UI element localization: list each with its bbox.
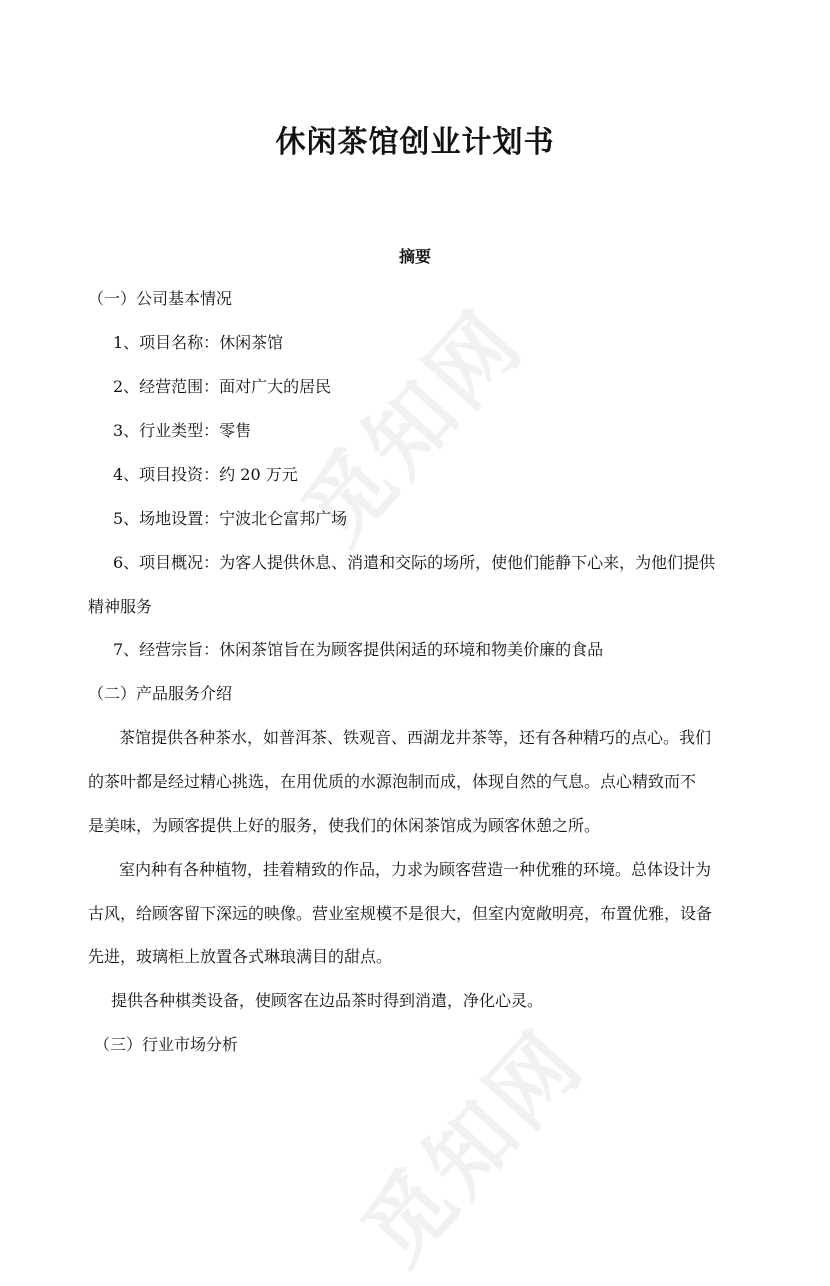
item-overview-continued: 精神服务 <box>88 597 153 616</box>
abstract-heading: 摘要 <box>398 247 431 266</box>
document-title: 休闲茶馆创业计划书 <box>275 125 555 160</box>
item-overview: 6、项目概况：为客人提供休息、消遣和交际的场所，使他们能静下心来，为他们提供 <box>113 553 716 572</box>
watermark-bottom: 觅知网 <box>344 1011 604 1284</box>
section-heading-products: （二）产品服务介绍 <box>88 684 233 703</box>
paragraph-line: 先进，玻璃柜上放置各式琳琅满目的甜点。 <box>88 947 393 966</box>
item-business-scope: 2、经营范围：面对广大的居民 <box>113 377 332 396</box>
item-investment: 4、项目投资：约 20 万元 <box>113 465 298 484</box>
paragraph-line: 古风，给顾客留下深远的映像。营业室规模不是很大，但室内宽敞明亮，布置优雅，设备 <box>88 904 713 923</box>
paragraph-line: 室内种有各种植物，挂着精致的作品，力求为顾客营造一种优雅的环境。总体设计为 <box>119 860 712 879</box>
watermark: 觅知网 <box>284 291 544 564</box>
section-heading-company-info: （一）公司基本情况 <box>88 289 233 308</box>
item-mission: 7、经营宗旨：休闲茶馆旨在为顾客提供闲适的环境和物美价廉的食品 <box>113 640 604 659</box>
section-heading-market-analysis: （三）行业市场分析 <box>94 1035 239 1054</box>
paragraph-line: 茶馆提供各种茶水，如普洱茶、铁观音、西湖龙井茶等，还有各种精巧的点心。我们 <box>119 728 712 747</box>
item-location: 5、场地设置：宁波北仑富邦广场 <box>113 509 348 528</box>
paragraph-line: 的茶叶都是经过精心挑选，在用优质的水源泡制而成，体现自然的气息。点心精致而不 <box>88 772 697 791</box>
paragraph-line: 是美味，为顾客提供上好的服务，使我们的休闲茶馆成为顾客休憩之所。 <box>88 816 601 835</box>
item-industry-type: 3、行业类型：零售 <box>113 421 252 440</box>
item-project-name: 1、项目名称：休闲茶馆 <box>113 333 284 352</box>
paragraph-line: 提供各种棋类设备，使顾客在边品茶时得到消遣，净化心灵。 <box>111 991 544 1010</box>
